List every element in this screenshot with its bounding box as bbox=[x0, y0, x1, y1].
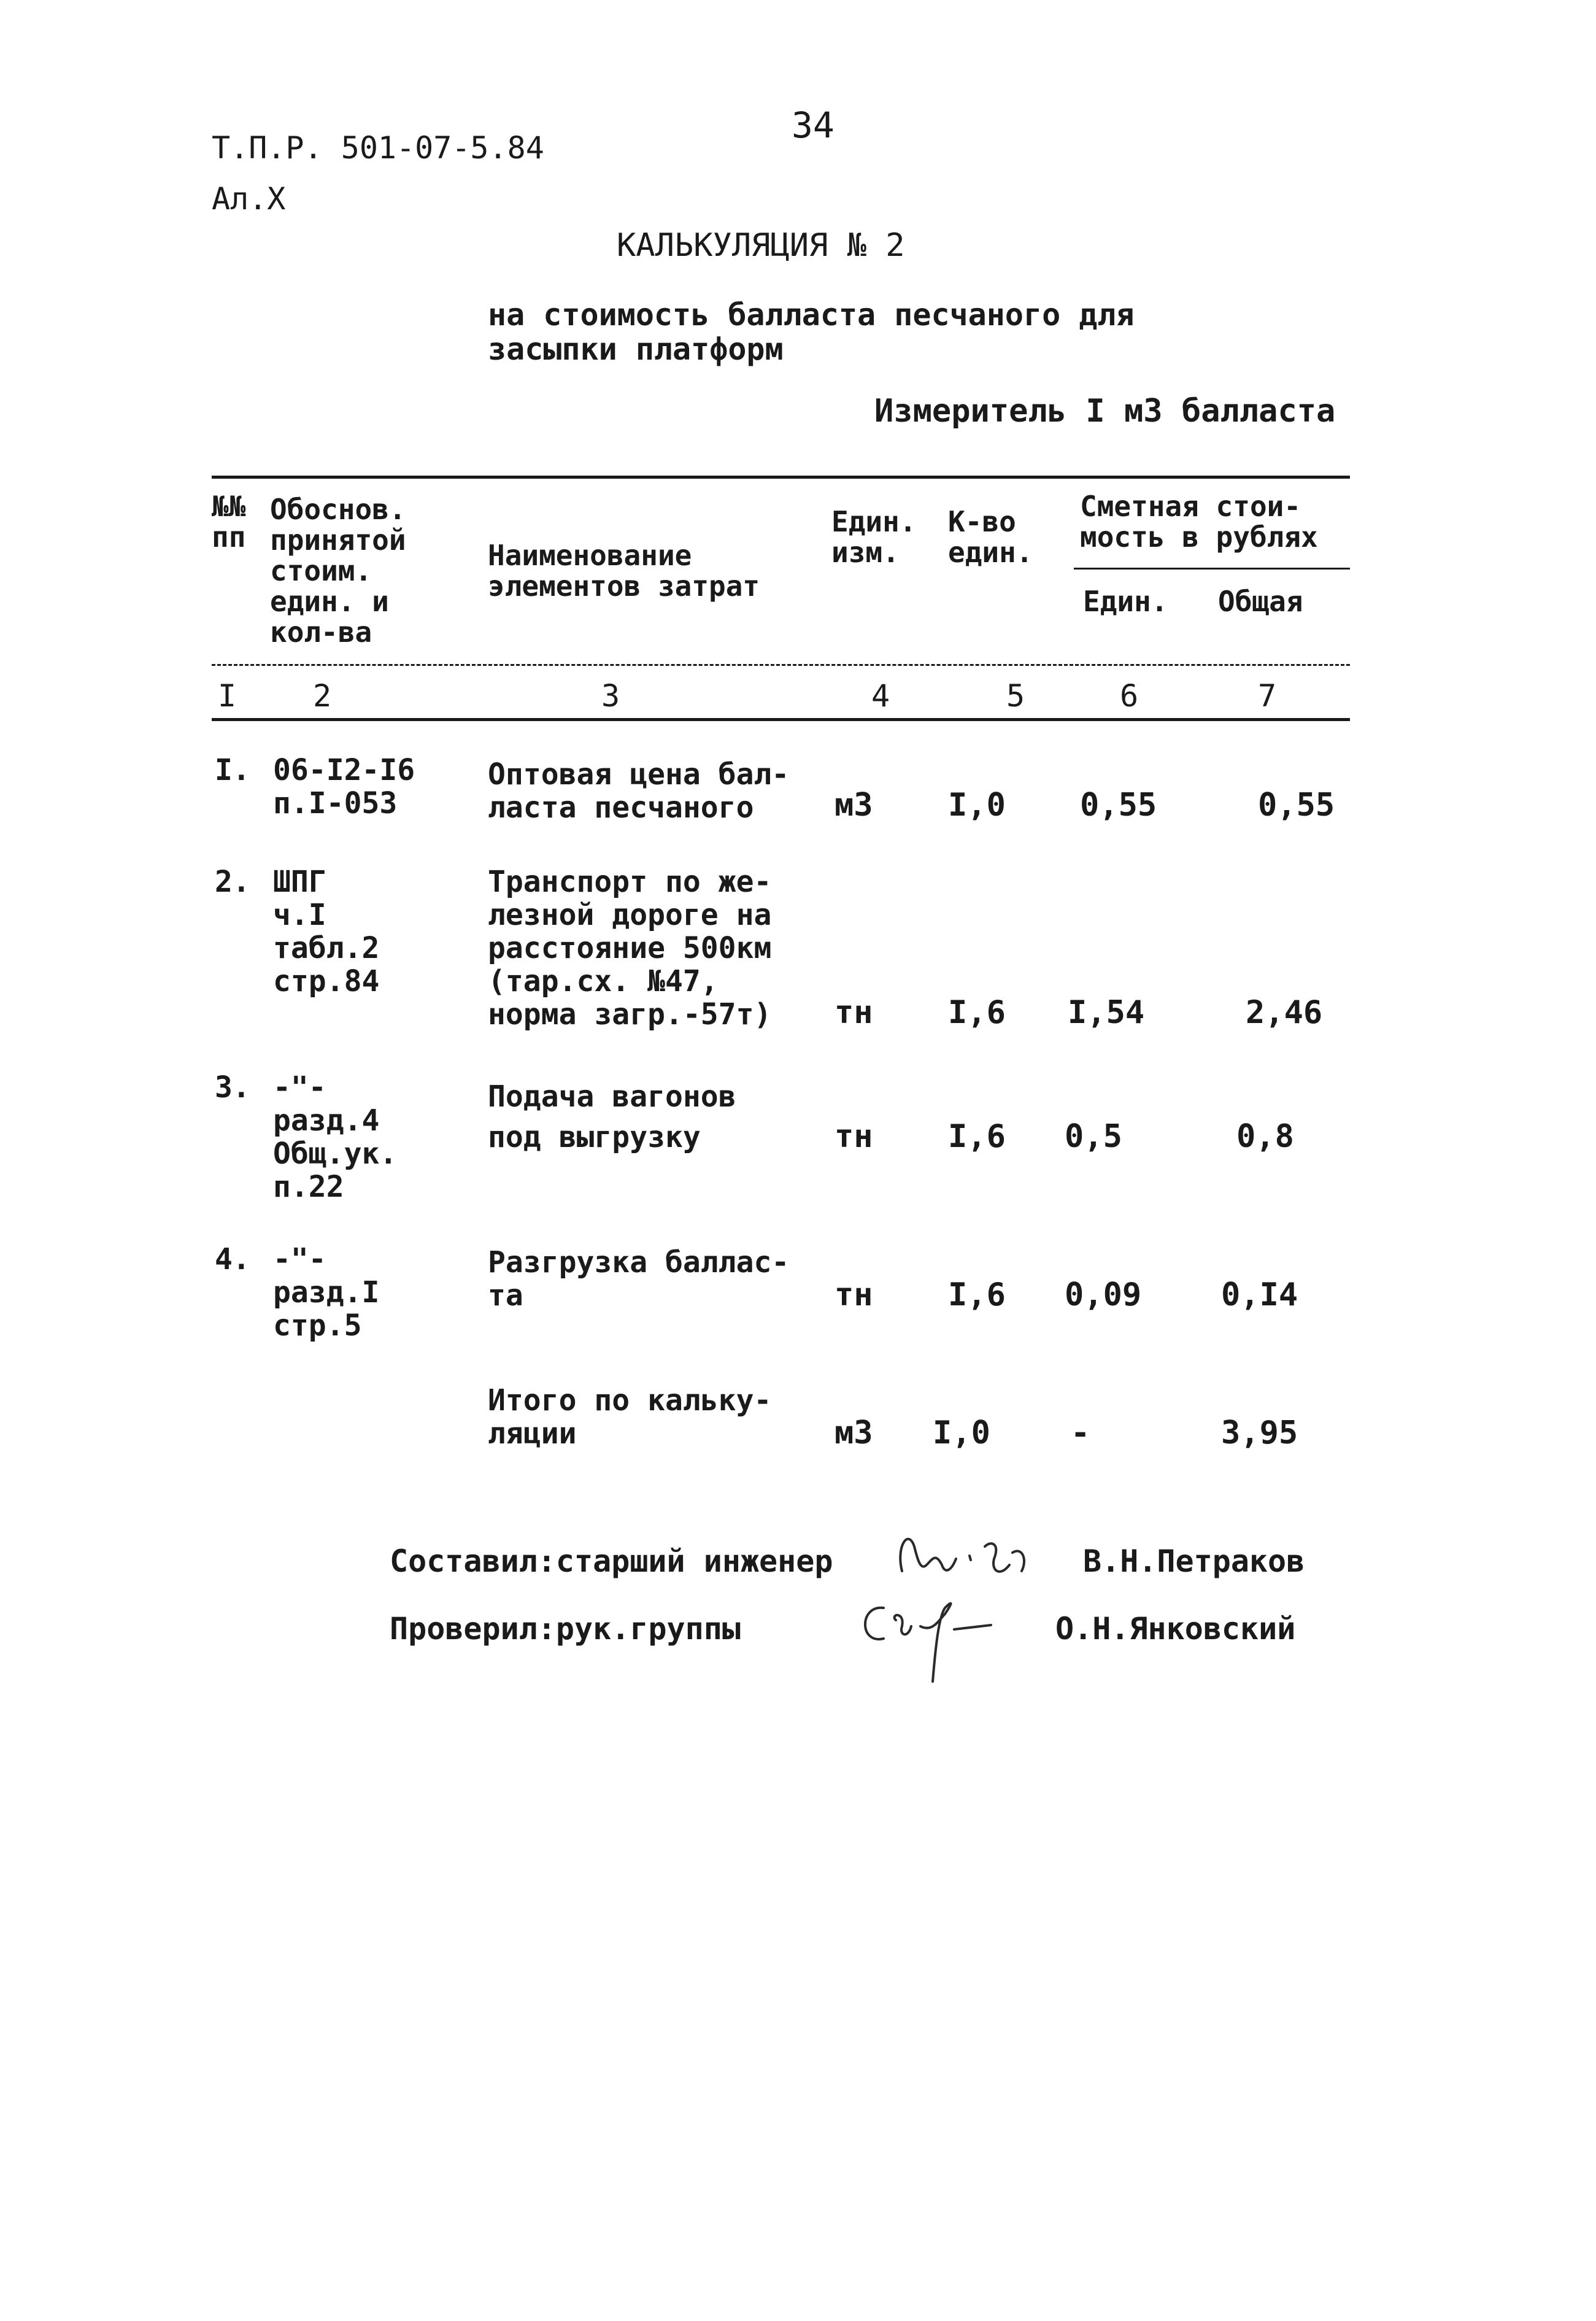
row-quantity: I,0 bbox=[948, 787, 1006, 824]
row-cost-element: Транспорт по же- лезной дороге на расстояние 500км (тар.сх. №47, норма загр.-57т) bbox=[488, 865, 772, 1032]
header-unit: Един. изм. bbox=[831, 505, 917, 569]
row-cost-element: Оптовая цена бал- ласта песчаного bbox=[488, 757, 790, 825]
checked-by-name: О.Н.Янковский bbox=[1055, 1611, 1296, 1647]
doc-code: Т.П.Р. 501-07-5.84 bbox=[212, 130, 544, 166]
row-basis: ШПГ ч.I табл.2 стр.84 bbox=[273, 865, 380, 998]
subtitle-line: засыпки платформ bbox=[488, 331, 784, 367]
column-number-rule bbox=[212, 718, 1350, 721]
row-number: 4. bbox=[215, 1242, 250, 1276]
column-number: 5 bbox=[1006, 678, 1025, 714]
column-number: I bbox=[218, 678, 237, 714]
row-unit: тн bbox=[835, 1276, 873, 1313]
total-label: Итого по кальку- ляции bbox=[488, 1383, 772, 1451]
compiled-by-label: Составил:старший инженер bbox=[390, 1543, 833, 1579]
checker-signature-image bbox=[847, 1589, 1031, 1688]
row-unit: тн bbox=[835, 994, 873, 1031]
column-number: 4 bbox=[871, 678, 890, 714]
row-unit-cost: 0,5 bbox=[1065, 1118, 1122, 1155]
row-basis: 06-I2-I6 п.I-053 bbox=[273, 753, 415, 821]
row-unit-cost: 0,55 bbox=[1080, 787, 1157, 824]
column-number: 3 bbox=[601, 678, 620, 714]
header-bottom-rule bbox=[212, 664, 1350, 666]
row-cost-element: Подача вагонов под выгрузку bbox=[488, 1079, 736, 1154]
header-unit-cost: Един. bbox=[1083, 585, 1168, 618]
header-estimated-cost: Сметная стои- мость в рублях bbox=[1080, 490, 1318, 554]
checked-by-label: Проверил:рук.группы bbox=[390, 1611, 741, 1647]
cost-group-rule bbox=[1074, 568, 1350, 570]
row-quantity: I,6 bbox=[948, 1276, 1006, 1313]
header-quantity: К-во един. bbox=[948, 505, 1033, 569]
row-unit: тн bbox=[835, 1118, 873, 1155]
row-total-cost: 2,46 bbox=[1246, 994, 1323, 1031]
total-unit: м3 bbox=[835, 1415, 873, 1451]
page-number: 34 bbox=[792, 104, 835, 146]
column-number: 6 bbox=[1120, 678, 1139, 714]
row-total-cost: 0,55 bbox=[1258, 787, 1335, 824]
row-cost-element: Разгрузка баллас- та bbox=[488, 1245, 790, 1313]
column-number: 2 bbox=[313, 678, 332, 714]
column-number: 7 bbox=[1258, 678, 1277, 714]
table-top-rule bbox=[212, 476, 1350, 479]
row-basis: -"- разд.4 Общ.ук. п.22 bbox=[273, 1070, 398, 1204]
total-quantity: I,0 bbox=[933, 1415, 990, 1451]
unit-of-measure: Измеритель I м3 балласта bbox=[874, 393, 1336, 430]
header-cost-elements: Наименование элементов затрат bbox=[488, 539, 760, 603]
document-title: КАЛЬКУЛЯЦИЯ № 2 bbox=[617, 227, 905, 264]
header-basis: Обоснов. принятой стоим. един. и кол-ва bbox=[270, 493, 406, 649]
total-unit-cost: - bbox=[1071, 1415, 1090, 1451]
row-quantity: I,6 bbox=[948, 994, 1006, 1031]
row-unit: м3 bbox=[835, 787, 873, 824]
header-total-cost: Общая bbox=[1218, 585, 1303, 618]
row-unit-cost: 0,09 bbox=[1065, 1276, 1142, 1313]
row-number: 3. bbox=[215, 1070, 250, 1105]
row-total-cost: 0,I4 bbox=[1221, 1276, 1298, 1313]
document-subtitle bbox=[488, 298, 1135, 366]
compiled-by-name: В.Н.Петраков bbox=[1083, 1543, 1305, 1579]
row-quantity: I,6 bbox=[948, 1118, 1006, 1155]
row-unit-cost: I,54 bbox=[1068, 994, 1145, 1031]
row-number: 2. bbox=[215, 865, 250, 899]
header-number: №№ пп bbox=[212, 490, 246, 554]
row-number: I. bbox=[215, 753, 250, 787]
total-cost: 3,95 bbox=[1221, 1415, 1298, 1451]
album-number: Ал.Х bbox=[212, 181, 286, 217]
compiler-signature-image bbox=[884, 1522, 1043, 1589]
subtitle-line: на стоимость балласта песчаного для bbox=[488, 297, 1135, 333]
row-basis: -"- разд.I стр.5 bbox=[273, 1242, 380, 1343]
row-total-cost: 0,8 bbox=[1236, 1118, 1294, 1155]
